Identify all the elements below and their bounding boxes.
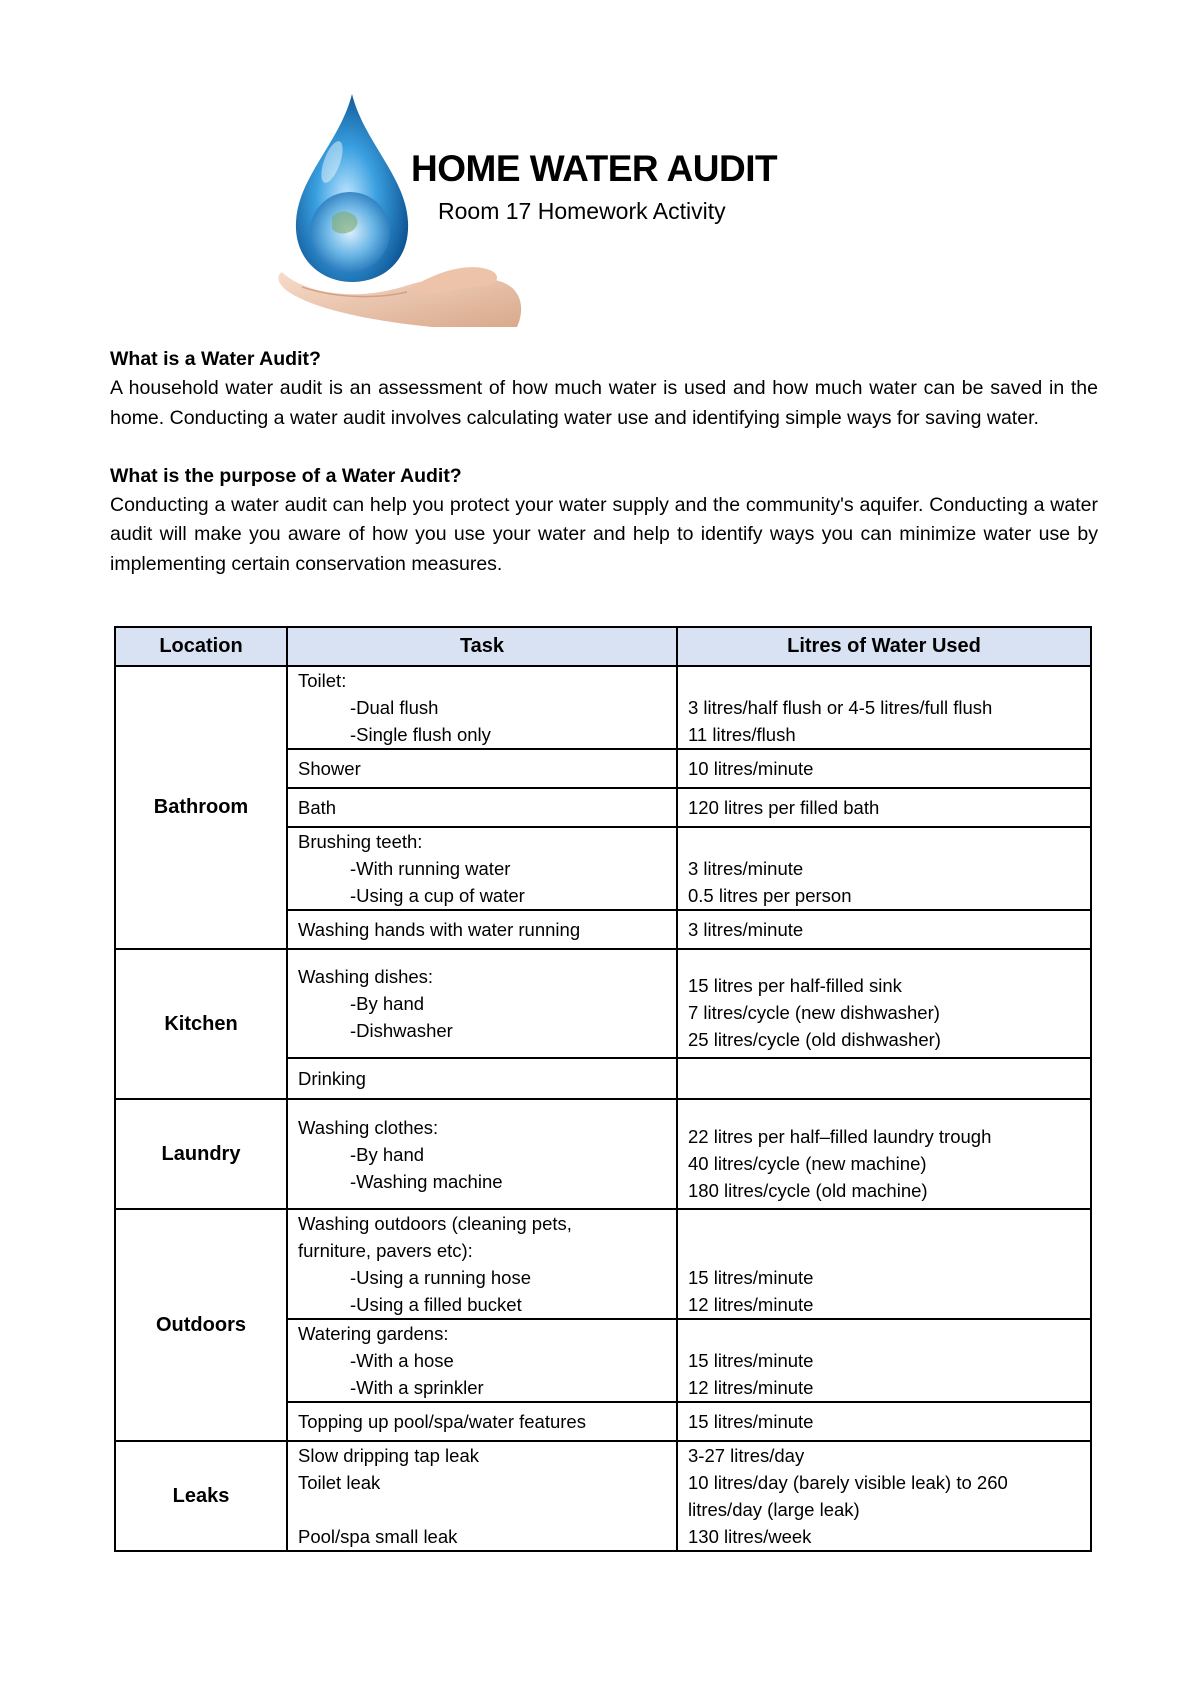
usage-cell: 10 litres/minute xyxy=(677,749,1091,788)
task-sub: -Washing machine xyxy=(350,1170,503,1192)
task-label: Toilet: xyxy=(298,670,347,691)
task-cell: Topping up pool/spa/water features xyxy=(287,1402,677,1441)
usage-cell: 120 litres per filled bath xyxy=(677,788,1091,827)
usage-value: 15 litres/minute xyxy=(688,1350,814,1371)
location-leaks: Leaks xyxy=(115,1441,287,1551)
table-row xyxy=(115,666,1091,749)
task-label: Slow dripping tap leak xyxy=(298,1445,479,1466)
usage-value: 130 litres/week xyxy=(688,1526,812,1547)
header-litres: Litres of Water Used xyxy=(677,627,1091,666)
task-label: Pool/spa small leak xyxy=(298,1526,458,1547)
task-cell xyxy=(287,1209,677,1319)
answer-what-is: A household water audit is an assessment of how much water is used and how much water can be saved in the home. Conducting a water audit involves calculating water use and identifying simple ways for saving water. xyxy=(110,377,1098,429)
usage-value: 3-27 litres/day xyxy=(688,1445,805,1466)
usage-cell xyxy=(677,827,1091,910)
usage-value: 12 litres/minute xyxy=(688,1377,814,1398)
task-cell xyxy=(287,666,677,749)
task-cell xyxy=(287,1099,677,1209)
task-sub: -With a sprinkler xyxy=(350,1377,484,1398)
task-cell: Washing hands with water running xyxy=(287,910,677,949)
page-title: HOME WATER AUDIT xyxy=(411,148,778,189)
task-label: Brushing teeth: xyxy=(298,831,423,852)
usage-value: 40 litres/cycle (new machine) xyxy=(688,1152,927,1174)
header-location: Location xyxy=(115,627,287,666)
task-cell xyxy=(287,949,677,1058)
task-label: Toilet leak xyxy=(298,1472,381,1493)
usage-value: 7 litres/cycle (new dishwasher) xyxy=(688,1002,940,1023)
task-sub: -Dishwasher xyxy=(350,1020,453,1041)
usage-value: 25 litres/cycle (old dishwasher) xyxy=(688,1029,941,1050)
task-sub: -Using a cup of water xyxy=(350,885,525,906)
page-subtitle: Room 17 Homework Activity xyxy=(438,198,726,224)
table-row xyxy=(115,1209,1091,1319)
task-label: Washing outdoors (cleaning pets, xyxy=(298,1213,572,1234)
task-sub: -Dual flush xyxy=(350,697,439,718)
usage-cell xyxy=(677,949,1091,1058)
usage-cell xyxy=(677,1209,1091,1319)
usage-value: 3 litres/half flush or 4-5 litres/full flush xyxy=(688,697,993,718)
usage-value: litres/day (large leak) xyxy=(688,1499,860,1520)
usage-value: 11 litres/flush xyxy=(688,724,796,745)
task-cell: Drinking xyxy=(287,1058,677,1099)
usage-cell xyxy=(677,666,1091,749)
task-label: Washing clothes: xyxy=(298,1116,439,1138)
task-cell: Bath xyxy=(287,788,677,827)
task-cell xyxy=(287,1441,677,1551)
task-cell xyxy=(287,827,677,910)
task-cell: Shower xyxy=(287,749,677,788)
location-laundry: Laundry xyxy=(115,1099,287,1209)
water-usage-table xyxy=(114,626,1092,1552)
task-sub: -By hand xyxy=(350,993,425,1014)
usage-cell xyxy=(677,1441,1091,1551)
usage-value: 3 litres/minute xyxy=(688,858,804,879)
task-sub: -Single flush only xyxy=(350,724,491,745)
table-row xyxy=(115,949,1091,1058)
question-purpose: What is the purpose of a Water Audit? xyxy=(110,464,462,487)
usage-value: 15 litres per half-filled sink xyxy=(688,975,902,996)
usage-cell xyxy=(677,1058,1091,1099)
usage-value: 0.5 litres per person xyxy=(688,885,852,906)
task-sub: -With a hose xyxy=(350,1350,454,1371)
task-label: furniture, pavers etc): xyxy=(298,1240,473,1261)
globe-icon xyxy=(310,192,390,272)
intro-section xyxy=(110,345,1098,579)
task-sub: -Using a running hose xyxy=(350,1267,531,1288)
usage-value: 180 litres/cycle (old machine) xyxy=(688,1179,928,1201)
table-row xyxy=(115,1441,1091,1551)
task-sub: -With running water xyxy=(350,858,511,879)
task-label: Washing dishes: xyxy=(298,966,434,987)
table-header-row xyxy=(115,627,1091,666)
table-row xyxy=(115,1099,1091,1209)
header-task: Task xyxy=(287,627,677,666)
usage-cell xyxy=(677,1099,1091,1209)
task-sub: -Using a filled bucket xyxy=(350,1294,522,1315)
usage-value: 10 litres/day (barely visible leak) to 260 xyxy=(688,1472,1008,1493)
answer-purpose: Conducting a water audit can help you protect your water supply and the community's aquifer. Conducting a water audit will make you aware of how you use your water and help to identify ways you can minimize water use by implementing certain conservation measures. xyxy=(110,494,1098,575)
usage-cell: 3 litres/minute xyxy=(677,910,1091,949)
location-outdoors: Outdoors xyxy=(115,1209,287,1441)
location-bathroom: Bathroom xyxy=(115,666,287,949)
usage-value: 15 litres/minute xyxy=(688,1267,814,1288)
task-cell xyxy=(287,1319,677,1402)
usage-cell xyxy=(677,1319,1091,1402)
location-kitchen: Kitchen xyxy=(115,949,287,1099)
usage-cell: 15 litres/minute xyxy=(677,1402,1091,1441)
task-label: Watering gardens: xyxy=(298,1323,449,1344)
usage-value: 12 litres/minute xyxy=(688,1294,814,1315)
question-what-is: What is a Water Audit? xyxy=(110,348,321,370)
task-sub: -By hand xyxy=(350,1143,425,1165)
usage-value: 22 litres per half–filled laundry trough xyxy=(688,1125,992,1147)
